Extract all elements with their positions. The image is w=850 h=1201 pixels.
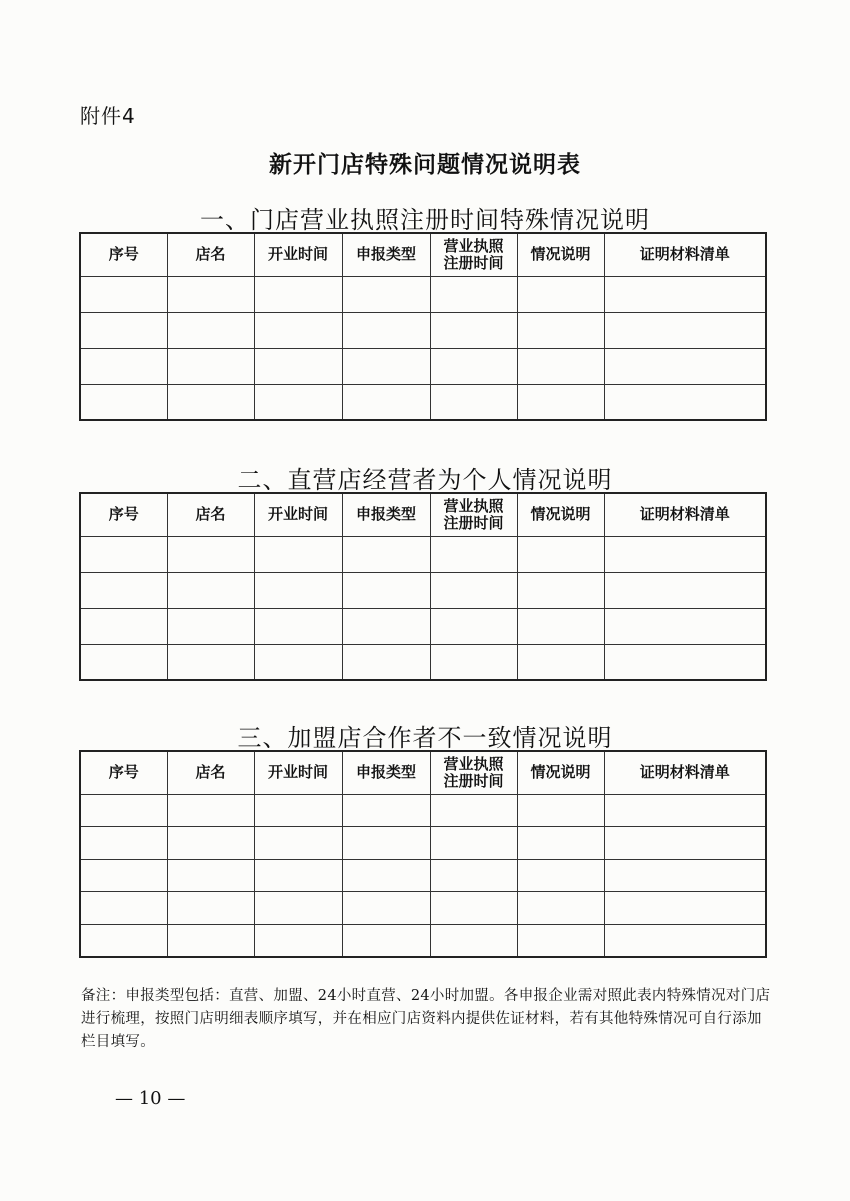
- blank-cell: [517, 794, 604, 827]
- blank-cell: [80, 608, 167, 644]
- blank-cell: [167, 924, 254, 957]
- header-situation: 情况说明: [517, 233, 604, 276]
- blank-cell: [604, 384, 766, 420]
- table-row: [80, 608, 766, 644]
- blank-cell: [604, 827, 766, 860]
- blank-cell: [342, 827, 430, 860]
- blank-cell: [604, 892, 766, 925]
- header-serial: 序号: [80, 493, 167, 536]
- blank-cell: [167, 348, 254, 384]
- blank-cell: [254, 536, 342, 572]
- footnote: 备注：申报类型包括：直营、加盟、24小时直营、24小时加盟。各申报企业需对照此表内特殊情况对门店进行梳理，按照门店明细表顺序填写，并在相应门店资料内提供佐证材料，若有其他特殊情况可自行添加栏目填写。: [81, 988, 771, 1050]
- blank-cell: [517, 924, 604, 957]
- header-license-date: 营业执照 注册时间: [430, 233, 517, 276]
- blank-cell: [80, 644, 167, 680]
- blank-cell: [342, 644, 430, 680]
- blank-cell: [167, 794, 254, 827]
- blank-cell: [167, 644, 254, 680]
- blank-cell: [254, 312, 342, 348]
- blank-cell: [167, 572, 254, 608]
- table-row: [80, 859, 766, 892]
- blank-cell: [604, 348, 766, 384]
- table-row: [80, 924, 766, 957]
- table-row: [80, 384, 766, 420]
- blank-cell: [254, 827, 342, 860]
- blank-cell: [342, 572, 430, 608]
- blank-cell: [430, 348, 517, 384]
- section-heading-1: 一、门店营业执照注册时间特殊情况说明: [200, 206, 650, 234]
- table-row: [80, 572, 766, 608]
- blank-cell: [604, 859, 766, 892]
- blank-cell: [254, 859, 342, 892]
- blank-cell: [517, 827, 604, 860]
- blank-cell: [342, 859, 430, 892]
- blank-cell: [430, 384, 517, 420]
- blank-cell: [517, 572, 604, 608]
- blank-cell: [254, 892, 342, 925]
- blank-cell: [80, 859, 167, 892]
- blank-cell: [80, 827, 167, 860]
- blank-cell: [80, 312, 167, 348]
- blank-cell: [604, 608, 766, 644]
- header-license-date: 营业执照 注册时间: [430, 493, 517, 536]
- blank-cell: [254, 572, 342, 608]
- header-situation: 情况说明: [517, 493, 604, 536]
- blank-cell: [254, 924, 342, 957]
- blank-cell: [167, 827, 254, 860]
- blank-cell: [517, 536, 604, 572]
- table-section-2: [79, 492, 767, 681]
- blank-cell: [342, 892, 430, 925]
- blank-cell: [517, 608, 604, 644]
- blank-cell: [80, 794, 167, 827]
- header-store-name: 店名: [167, 233, 254, 276]
- header-open-date: 开业时间: [254, 233, 342, 276]
- header-evidence-list: 证明材料清单: [604, 233, 766, 276]
- blank-cell: [80, 348, 167, 384]
- header-report-type: 申报类型: [342, 233, 430, 276]
- blank-cell: [80, 892, 167, 925]
- blank-cell: [254, 794, 342, 827]
- header-situation: 情况说明: [517, 751, 604, 794]
- blank-cell: [430, 892, 517, 925]
- header-store-name: 店名: [167, 751, 254, 794]
- blank-cell: [517, 384, 604, 420]
- section-heading-3: 三、加盟店合作者不一致情况说明: [237, 724, 613, 752]
- table-row: [80, 892, 766, 925]
- blank-cell: [430, 572, 517, 608]
- blank-cell: [254, 384, 342, 420]
- blank-cell: [167, 384, 254, 420]
- blank-cell: [342, 384, 430, 420]
- blank-cell: [254, 276, 342, 312]
- blank-cell: [604, 794, 766, 827]
- blank-cell: [430, 608, 517, 644]
- header-evidence-list: 证明材料清单: [604, 751, 766, 794]
- header-serial: 序号: [80, 233, 167, 276]
- blank-cell: [604, 276, 766, 312]
- blank-cell: [342, 794, 430, 827]
- blank-cell: [430, 644, 517, 680]
- blank-cell: [430, 827, 517, 860]
- table-row: [80, 348, 766, 384]
- blank-cell: [80, 572, 167, 608]
- attachment-label: 附件4: [80, 104, 136, 128]
- blank-cell: [167, 892, 254, 925]
- blank-cell: [604, 924, 766, 957]
- blank-cell: [167, 608, 254, 644]
- blank-cell: [342, 276, 430, 312]
- table-section-1: [79, 232, 767, 421]
- blank-cell: [430, 859, 517, 892]
- table-row: [80, 536, 766, 572]
- blank-cell: [430, 924, 517, 957]
- blank-cell: [430, 794, 517, 827]
- header-report-type: 申报类型: [342, 751, 430, 794]
- table-row: [80, 827, 766, 860]
- table-row: [80, 276, 766, 312]
- blank-cell: [167, 536, 254, 572]
- blank-cell: [604, 536, 766, 572]
- blank-cell: [342, 608, 430, 644]
- blank-cell: [254, 348, 342, 384]
- blank-cell: [430, 276, 517, 312]
- blank-cell: [604, 312, 766, 348]
- blank-cell: [167, 276, 254, 312]
- blank-cell: [254, 608, 342, 644]
- header-open-date: 开业时间: [254, 493, 342, 536]
- blank-cell: [80, 536, 167, 572]
- header-license-date: 营业执照 注册时间: [430, 751, 517, 794]
- table-row: [80, 794, 766, 827]
- section-heading-2: 二、直营店经营者为个人情况说明: [237, 466, 613, 494]
- blank-cell: [430, 536, 517, 572]
- blank-cell: [517, 644, 604, 680]
- page-number: — 10 —: [115, 1088, 186, 1109]
- table-section-3: [79, 750, 767, 958]
- header-serial: 序号: [80, 751, 167, 794]
- blank-cell: [604, 644, 766, 680]
- blank-cell: [604, 572, 766, 608]
- blank-cell: [517, 859, 604, 892]
- blank-cell: [167, 312, 254, 348]
- header-report-type: 申报类型: [342, 493, 430, 536]
- header-evidence-list: 证明材料清单: [604, 493, 766, 536]
- blank-cell: [80, 384, 167, 420]
- blank-cell: [80, 276, 167, 312]
- blank-cell: [430, 312, 517, 348]
- blank-cell: [342, 348, 430, 384]
- document-title: 新开门店特殊问题情况说明表: [269, 151, 581, 178]
- table-row: [80, 312, 766, 348]
- blank-cell: [342, 924, 430, 957]
- blank-cell: [517, 312, 604, 348]
- blank-cell: [517, 348, 604, 384]
- blank-cell: [517, 892, 604, 925]
- blank-cell: [254, 644, 342, 680]
- blank-cell: [167, 859, 254, 892]
- header-store-name: 店名: [167, 493, 254, 536]
- blank-cell: [342, 312, 430, 348]
- header-open-date: 开业时间: [254, 751, 342, 794]
- blank-cell: [80, 924, 167, 957]
- blank-cell: [342, 536, 430, 572]
- table-row: [80, 644, 766, 680]
- blank-cell: [517, 276, 604, 312]
